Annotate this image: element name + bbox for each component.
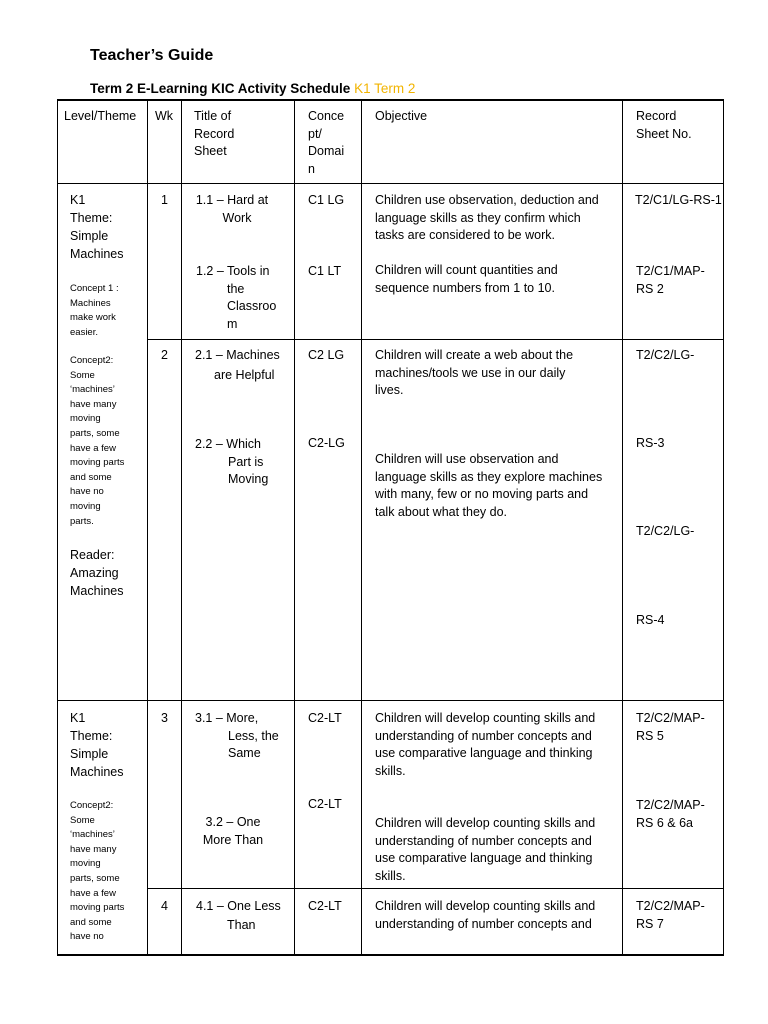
header-objective: Objective (375, 109, 428, 123)
table-border-top (57, 99, 724, 101)
section-divider (57, 700, 724, 701)
record-sheet-number (636, 263, 705, 298)
objective-text (375, 898, 595, 933)
concept1-note (70, 282, 119, 340)
concept-line: have no (70, 486, 104, 498)
table-border-bottom (57, 954, 724, 956)
record-sheet-number (636, 797, 705, 832)
objective-line: understanding of number concepts and (375, 728, 592, 743)
col-line-1 (147, 99, 148, 956)
objective-line: skills. (375, 868, 406, 883)
concept-line: and some (70, 471, 112, 483)
concept2-note (70, 354, 124, 529)
title-line: 3.2 – One (205, 815, 261, 829)
concept-line: have a few (70, 442, 116, 454)
record-sheet-number: T2/C2/LG- (636, 348, 695, 362)
concept-line: moving (70, 413, 101, 425)
objective-line: sequence numbers from 1 to 10. (375, 280, 555, 295)
concept-line: ‘machines’ (70, 829, 115, 841)
record-line: T2/C2/MAP- (636, 899, 705, 913)
row-divider-wk1 (147, 339, 724, 340)
objective-line: lives. (375, 383, 404, 397)
concept-line: ‘machines’ (70, 384, 115, 396)
record-sheet-title (195, 347, 280, 384)
header-line: Record (636, 109, 677, 123)
title-line: Moving (228, 472, 269, 486)
header-line: Record (194, 126, 235, 141)
level-theme-k1-section2 (70, 709, 124, 781)
objective-line: machines/tools we use in our daily (375, 365, 566, 380)
week-number: 3 (161, 711, 168, 725)
concept-line: Concept2: (70, 800, 114, 811)
concept-line: parts, some (70, 427, 120, 439)
record-line: RS 7 (636, 916, 664, 931)
title-line: 1.2 – Tools in (196, 264, 270, 278)
title-line: m (227, 316, 238, 331)
record-sheet-title (195, 436, 268, 489)
objective-line: skills. (375, 763, 406, 778)
objective-line: language skills as they confirm which (375, 210, 581, 225)
title-line: Classroo (227, 299, 277, 313)
col-line-5 (622, 99, 623, 956)
domain-code: C2 LG (308, 348, 345, 362)
record-sheet-title (196, 898, 281, 934)
reader-line: Reader: (70, 548, 115, 562)
level-line: K1 (70, 193, 86, 207)
concept-line: moving parts (70, 902, 125, 914)
concept-line: make work (70, 312, 116, 324)
title-line: Than (227, 917, 256, 932)
record-line: T2/C1/MAP- (636, 264, 705, 278)
level-line: Theme: (70, 211, 113, 225)
record-sheet-number: T2/C1/LG-RS-1 (635, 193, 722, 207)
objective-line: Children will count quantities and (375, 263, 558, 277)
record-sheet-number (636, 710, 705, 745)
record-line: T2/C2/MAP- (636, 711, 705, 725)
title-line: Part is (228, 454, 264, 469)
subtitle-accent: K1 Term 2 (354, 81, 416, 96)
title-line: Work (222, 210, 252, 225)
col-line-0 (57, 99, 58, 956)
record-line: T2/C2/MAP- (636, 798, 705, 812)
title-line: More Than (202, 832, 264, 847)
header-title-record-sheet (194, 108, 234, 161)
header-record-sheet-no (636, 108, 692, 143)
title-line: are Helpful (214, 367, 275, 382)
header-wk: Wk (155, 109, 174, 123)
title-line: 1.1 – Hard at (195, 193, 269, 207)
header-line: pt/ (308, 126, 322, 141)
concept-line: Some (70, 369, 95, 381)
level-line: K1 (70, 711, 86, 725)
objective-text (375, 710, 595, 780)
title-line: 4.1 – One Less (196, 899, 281, 913)
title-line: 2.2 – Which (195, 437, 262, 451)
concept-line: moving (70, 858, 101, 870)
reader-line: Machines (70, 584, 124, 598)
record-sheet-number: T2/C2/LG- (636, 524, 695, 538)
domain-code: C2-LG (308, 436, 345, 450)
objective-line: Children will use observation and (375, 452, 559, 466)
objective-line: Children will develop counting skills and (375, 816, 596, 830)
header-line: Conce (308, 109, 345, 123)
domain-code: C1 LG (308, 193, 345, 207)
concept-line: have no (70, 931, 104, 943)
record-line: RS 5 (636, 728, 664, 743)
concept2-note-section2 (70, 799, 124, 945)
objective-line: Children use observation, deduction and (375, 193, 599, 207)
title-line: 2.1 – Machines (195, 348, 280, 362)
concept-line: parts, some (70, 872, 120, 884)
concept-line: moving parts (70, 457, 125, 469)
concept-line: have a few (70, 887, 116, 899)
concept-line: and some (70, 916, 112, 928)
concept-line: Concept2: (70, 355, 114, 366)
concept-line: have many (70, 398, 117, 410)
header-line: Sheet (194, 144, 227, 158)
concept-line: Some (70, 814, 95, 826)
col-line-4 (361, 99, 362, 956)
row-divider-wk3 (147, 888, 724, 889)
concept-line: moving (70, 500, 101, 512)
record-sheet-number: RS-3 (636, 436, 665, 450)
objective-line: use comparative language and thinking (375, 851, 593, 865)
col-line-3 (294, 99, 295, 956)
domain-code: C2-LT (308, 797, 342, 811)
record-sheet-title (183, 814, 283, 849)
reader-note (70, 546, 124, 600)
objective-text (375, 192, 599, 245)
objective-line: Children will develop counting skills and (375, 711, 596, 725)
week-number: 4 (161, 899, 168, 913)
header-line: Sheet No. (636, 126, 692, 141)
objective-line: Children will develop counting skills and (375, 899, 596, 913)
title-line: 3.1 – More, (195, 711, 259, 725)
col-line-2 (181, 99, 182, 956)
objective-line: understanding of number concepts and (375, 833, 592, 848)
concept-line: Concept 1 : (70, 283, 119, 294)
objective-line: language skills as they explore machines (375, 469, 603, 484)
table-header-divider (57, 183, 724, 184)
objective-line: talk about what they do. (375, 504, 508, 519)
domain-code: C2-LT (308, 899, 342, 913)
objective-line: use comparative language and thinking (375, 746, 593, 760)
objective-text (375, 451, 602, 521)
domain-code: C2-LT (308, 711, 342, 725)
week-number: 1 (161, 193, 168, 207)
objective-text (375, 347, 573, 400)
header-level-theme: Level/Theme (64, 109, 137, 123)
objective-line: understanding of number concepts and (375, 916, 592, 931)
header-line: Domai (308, 144, 345, 158)
level-line: Theme: (70, 729, 113, 743)
objective-line: tasks are considered to be work. (375, 228, 555, 242)
schedule-subtitle (90, 81, 415, 96)
record-line: RS 6 & 6a (636, 815, 693, 830)
week-number: 2 (161, 348, 168, 362)
concept-line: parts. (70, 515, 94, 527)
concept-line: have many (70, 843, 117, 855)
record-sheet-number (636, 898, 705, 933)
col-line-6 (723, 99, 724, 956)
level-line: Machines (70, 247, 124, 261)
level-line: Simple (70, 747, 109, 761)
record-sheet-title (195, 710, 279, 763)
subtitle-main: Term 2 E-Learning KIC Activity Schedule (90, 81, 351, 96)
objective-line: with many, few or no moving parts and (375, 487, 589, 501)
record-sheet-title (184, 192, 280, 227)
record-sheet-title (196, 263, 276, 333)
header-line: Title of (194, 109, 232, 123)
objective-text (375, 815, 595, 885)
header-line: n (308, 161, 315, 176)
title-line: Same (228, 746, 261, 760)
header-concept-domain (308, 108, 344, 178)
concept-line: easier. (70, 326, 98, 338)
objective-line: Children will create a web about the (375, 348, 574, 362)
level-line: Simple (70, 229, 109, 243)
title-line: the (227, 281, 245, 296)
level-line: Machines (70, 765, 124, 779)
title-line: Less, the (228, 728, 279, 743)
page-title: Teacher’s Guide (90, 47, 214, 64)
concept-line: Machines (70, 297, 111, 309)
level-theme-k1 (70, 191, 124, 263)
objective-text (375, 262, 558, 297)
record-sheet-number: RS-4 (636, 613, 665, 627)
reader-line: Amazing (70, 566, 119, 580)
record-line: RS 2 (636, 281, 664, 296)
domain-code: C1 LT (308, 264, 342, 278)
